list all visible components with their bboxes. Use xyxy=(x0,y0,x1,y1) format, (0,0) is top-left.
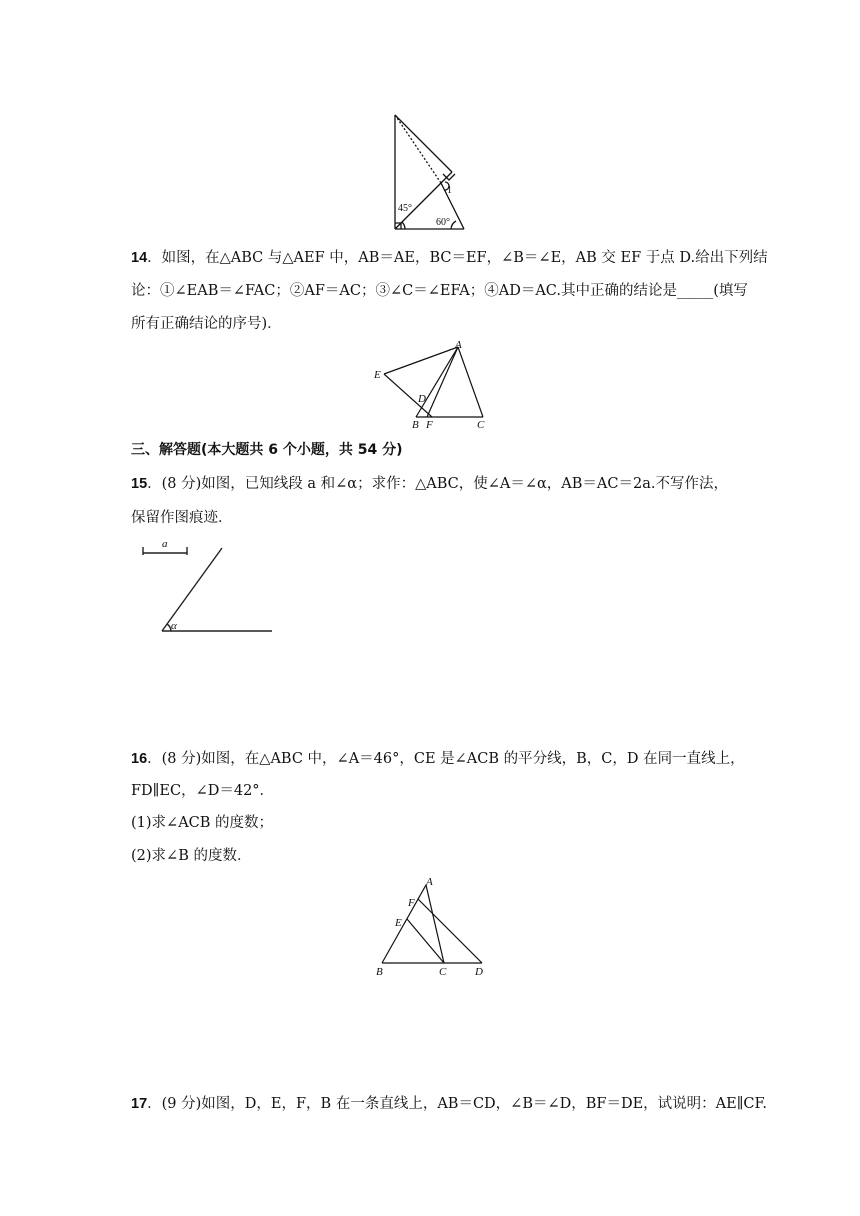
label-F: F xyxy=(426,419,433,431)
q15-text-1: ．(8 分)如图，已知线段 a 和∠α；求作：△ABC，使∠A＝∠α，AB＝AC＝2a.不写作法， xyxy=(147,476,728,492)
q17-text-1: ．(9 分)如图，D，E，F，B 在一条直线上，AB＝CD，∠B＝∠D，BF＝DE，试说明：AE∥CF. xyxy=(147,1096,767,1112)
figure-q16-triangle xyxy=(372,872,492,976)
q14-line-2 xyxy=(131,281,748,301)
label-C: C xyxy=(477,419,485,431)
figure-q15-segment-angle xyxy=(126,532,276,647)
q14-number: 14 xyxy=(131,250,148,266)
q14-text-3: 所有正确结论的序号)． xyxy=(131,316,282,332)
q14-text-1: ．如图，在△ABC 与△AEF 中，AB＝AE，BC＝EF，∠B＝∠E，AB 交 EF 于点 D.给出下列结 xyxy=(147,250,768,266)
q14-line-3 xyxy=(131,314,282,334)
q14-line-1 xyxy=(131,248,768,268)
q15-line-1 xyxy=(131,474,728,494)
label-1: 1 xyxy=(447,185,452,196)
q16-line-2 xyxy=(131,781,274,801)
label-E: E xyxy=(395,917,402,929)
q17-line-1 xyxy=(131,1094,767,1114)
q15-text-2: 保留作图痕迹． xyxy=(131,510,233,526)
label-A: A xyxy=(455,339,462,351)
q15-line-2 xyxy=(131,508,233,528)
figure-set-squares xyxy=(388,110,474,234)
q16-sub-1-text: (1)求∠ACB 的度数； xyxy=(131,815,274,831)
q16-sub-2 xyxy=(131,846,251,866)
q16-line-1 xyxy=(131,749,745,769)
label-alpha: α xyxy=(171,620,177,632)
label-D: D xyxy=(475,966,483,976)
q16-text-1: ．(8 分)如图，在△ABC 中，∠A＝46°，CE 是∠ACB 的平分线，B，C，D 在同一直线上， xyxy=(147,751,745,767)
section-3-heading: 三、解答题(本大题共 6 个小题，共 54 分) xyxy=(131,442,403,458)
q16-sub-2-text: (2)求∠B 的度数． xyxy=(131,848,252,864)
q16-text-2: FD∥EC，∠D＝42°． xyxy=(131,783,275,799)
q17-number: 17 xyxy=(131,1096,148,1112)
label-C: C xyxy=(439,966,447,976)
figure-q14-triangles xyxy=(370,338,495,432)
label-45: 45° xyxy=(398,203,412,214)
q16-number: 16 xyxy=(131,751,148,767)
label-B: B xyxy=(376,966,383,976)
label-a: a xyxy=(162,538,168,550)
label-F: F xyxy=(408,897,415,909)
label-A: A xyxy=(426,876,433,888)
q15-number: 15 xyxy=(131,476,148,492)
label-B: B xyxy=(412,419,419,431)
label-E: E xyxy=(374,369,381,381)
label-60: 60° xyxy=(436,217,450,228)
q14-text-2: 论：①∠EAB＝∠FAC；②AF＝AC；③∠C＝∠EFA；④AD＝AC.其中正确的结论是_____(填写 xyxy=(131,283,748,299)
label-D: D xyxy=(418,393,426,405)
q16-sub-1 xyxy=(131,813,273,833)
